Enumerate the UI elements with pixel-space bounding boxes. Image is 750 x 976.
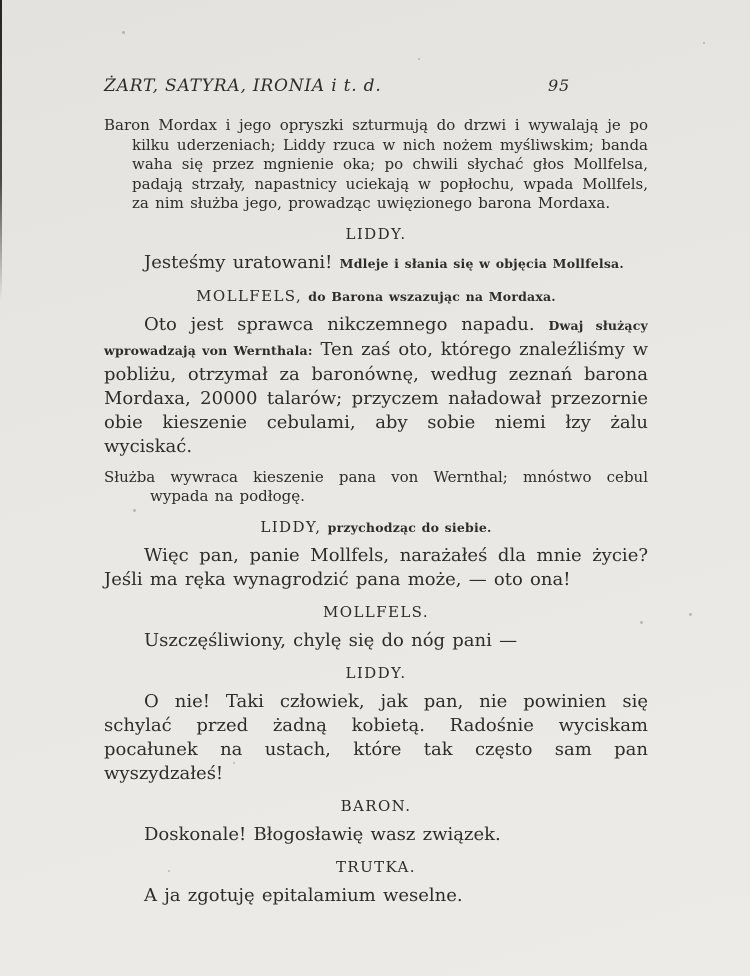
running-head	[104, 76, 648, 96]
speaker-stage-note: przychodząc do siebie.	[327, 519, 492, 535]
speaker-stage-note: do Barona wszazując na Mordaxa.	[308, 288, 556, 304]
mid-stage-direction: Służba wywraca kieszenie pana von Wernthal; mnóstwo cebul wypada na podłogę.	[104, 467, 648, 505]
dialogue-liddy-1	[104, 251, 648, 276]
paper-speck	[122, 31, 125, 34]
running-head-title: ŻART, SATYRA, IRONIA i t. d.	[104, 76, 382, 96]
paper-speck	[703, 42, 705, 44]
speaker-name: LIDDY,	[260, 517, 322, 536]
scan-edge-shadow	[0, 0, 2, 300]
dialogue-trutka: A ja zgotuję epitalamium weselne.	[144, 884, 463, 906]
dialogue-text: Ten zaś oto, którego znaleźliśmy w pobliżu, otrzymał za baronównę, według zeznań barona Mordaxa, 20000 talarów; przyczem naładował przezornie obie kieszenie cebulami, aby sobie niemi łzy żalu wyciskać.	[104, 338, 648, 457]
page-content	[104, 76, 648, 908]
inline-stage-note: Mdleje i słania się w objęcia Mollfelsa.	[339, 255, 624, 271]
speaker-heading-mollfels-2: MOLLFELS.	[322, 602, 429, 621]
speaker-heading-mollfels-1	[104, 287, 648, 306]
dialogue-liddy-2: Więc pan, panie Mollfels, narażałeś dla mnie życie? Jeśli ma ręka wynagrodzić pana może, — oto ona!	[104, 544, 648, 590]
speaker-heading-baron: BARON.	[340, 796, 412, 815]
speaker-name: MOLLFELS,	[196, 286, 303, 305]
paper-speck	[418, 58, 420, 60]
dialogue-liddy-3: O nie! Taki człowiek, jak pan, nie powinien się schylać przed żadną kobietą. Radośnie wyciskam pocałunek na ustach, które tak często sam pan wyszydzałeś!	[104, 690, 648, 784]
paper-speck	[689, 613, 692, 616]
dialogue-baron: Doskonale! Błogosławię wasz związek.	[144, 823, 501, 845]
dialogue-text: Oto jest sprawca nikczemnego napadu.	[144, 313, 535, 335]
dialogue-text: Jesteśmy uratowani!	[144, 251, 333, 273]
speaker-heading-liddy-2	[104, 518, 648, 537]
speaker-heading-trutka: TRUTKA.	[336, 857, 416, 876]
page-number: 95	[548, 76, 570, 95]
dialogue-mollfels-1	[104, 313, 648, 459]
opening-stage-direction: Baron Mordax i jego opryszki szturmują do drzwi i wywalają je po kilku uderzeniach; Liddy rzuca w nich nożem myśliwskim; banda waha się przez mgnienie oka; po chwili słychać głos Mollfelsa, padają strzały, napastnicy uciekają w popłochu, wpada Mollfels, za nim służba jego, prowadząc uwięzionego barona Mordaxa.	[104, 116, 648, 212]
inline-stage-note: Dwaj służący wprowadzają von Wernthala:	[104, 317, 648, 358]
dialogue-mollfels-2: Uszczęśliwiony, chylę się do nóg pani —	[144, 629, 518, 651]
speaker-heading-liddy-1: LIDDY.	[345, 224, 407, 243]
speaker-heading-liddy-3: LIDDY.	[345, 663, 407, 682]
